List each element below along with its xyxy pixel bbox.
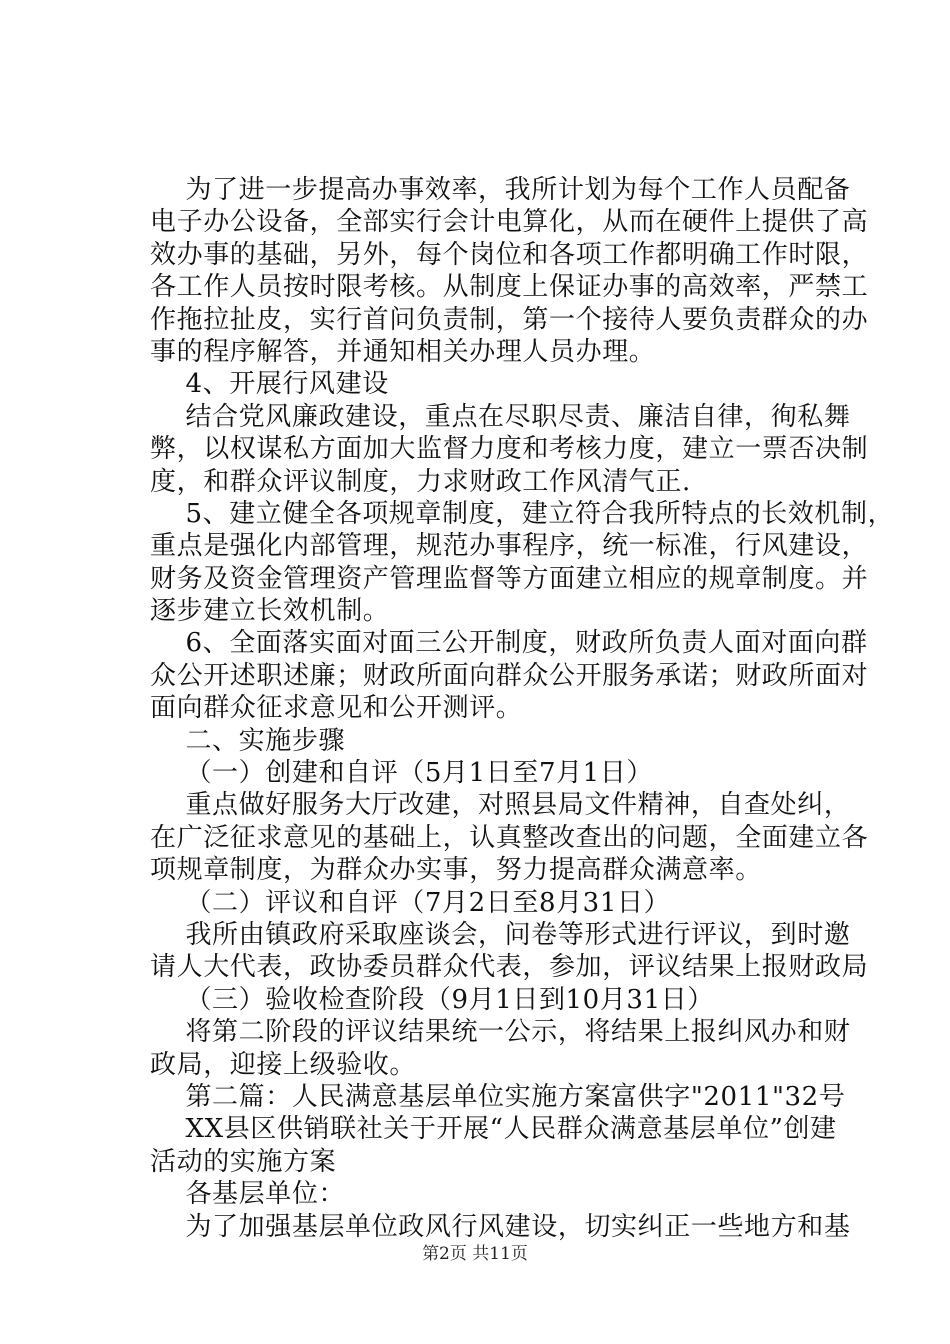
body-line: 各工作人员按时限考核。从制度上保证办事的高效率，严禁工	[150, 272, 869, 303]
body-line: 重点做好服务大厅改建，对照县局文件精神，自查处纠，	[150, 790, 851, 821]
section-heading: 5、建立健全各项规章制度，建立符合我所特点的长效机制，	[150, 498, 895, 529]
body-line: 重点是强化内部管理，规范办事程序，统一标准，行风建设，	[150, 531, 869, 562]
body-line: 弊，以权谋私方面加大监督力度和考核力度，建立一票否决制	[150, 434, 869, 465]
document-title: 活动的实施方案	[150, 1146, 337, 1177]
page-number-footer: 第2页 共11页	[422, 1244, 528, 1264]
body-line: 将第二阶段的评议结果统一公示，将结果上报纠风办和财	[150, 1017, 851, 1048]
body-line: 众公开述职述廉；财政所面向群众公开服务承诺；财政所面对	[150, 660, 869, 691]
section-heading: 6、全面落实面对面三公开制度，财政所负责人面对面向群	[150, 628, 868, 659]
body-line: 结合党风廉政建设，重点在尽职尽责、廉洁自律，徇私舞	[150, 401, 851, 432]
body-line: 电子办公设备，全部实行会计电算化，从而在硬件上提供了高	[150, 207, 869, 238]
body-line: 请人大代表，政协委员群众代表，参加，评议结果上报财政局	[150, 952, 869, 983]
body-line: 财务及资金管理资产管理监督等方面建立相应的规章制度。并	[150, 563, 869, 594]
body-line: 效办事的基础，另外，每个岗位和各项工作都明确工作时限，	[150, 239, 869, 270]
body-line: 事的程序解答，并通知相关办理人员办理。	[150, 336, 656, 367]
body-line: 在广泛征求意见的基础上，认真整改查出的问题，全面建立各	[150, 822, 869, 853]
subsection-heading: （三）验收检查阶段（9月1日到10月31日）	[150, 984, 714, 1015]
document-title: XX县区供销联社关于开展“人民群众满意基层单位”创建	[150, 1114, 837, 1145]
body-line: 逐步建立长效机制。	[150, 596, 390, 627]
body-line: 为了进一步提高办事效率，我所计划为每个工作人员配备	[150, 175, 851, 205]
body-line: 作拖拉扯皮，实行首问负责制，第一个接待人要负责群众的办	[150, 304, 869, 335]
body-line: 为了加强基层单位政风行风建设，切实纠正一些地方和基	[150, 1211, 851, 1242]
section-heading: 4、开展行风建设	[150, 369, 389, 400]
section-heading: 二、实施步骤	[150, 725, 346, 756]
body-line: 度，和群众评议制度，力求财政工作风清气正.	[150, 466, 691, 497]
body-line: 政局，迎接上级验收。	[150, 1049, 417, 1080]
body-line: 项规章制度，为群众办实事，努力提高群众满意率。	[150, 855, 762, 886]
body-line: 我所由镇政府采取座谈会，问卷等形式进行评议，到时邀	[150, 919, 851, 950]
subsection-heading: （二）评议和自评（7月2日至8月31日）	[150, 887, 671, 918]
chapter-title: 第二篇：人民满意基层单位实施方案富供字"2011"32号	[150, 1081, 846, 1112]
document-body	[150, 174, 895, 1243]
subsection-heading: （一）创建和自评（5月1日至7月1日）	[150, 758, 654, 789]
body-line: 面向群众征求意见和公开测评。	[150, 693, 523, 724]
salutation: 各基层单位：	[150, 1179, 346, 1210]
